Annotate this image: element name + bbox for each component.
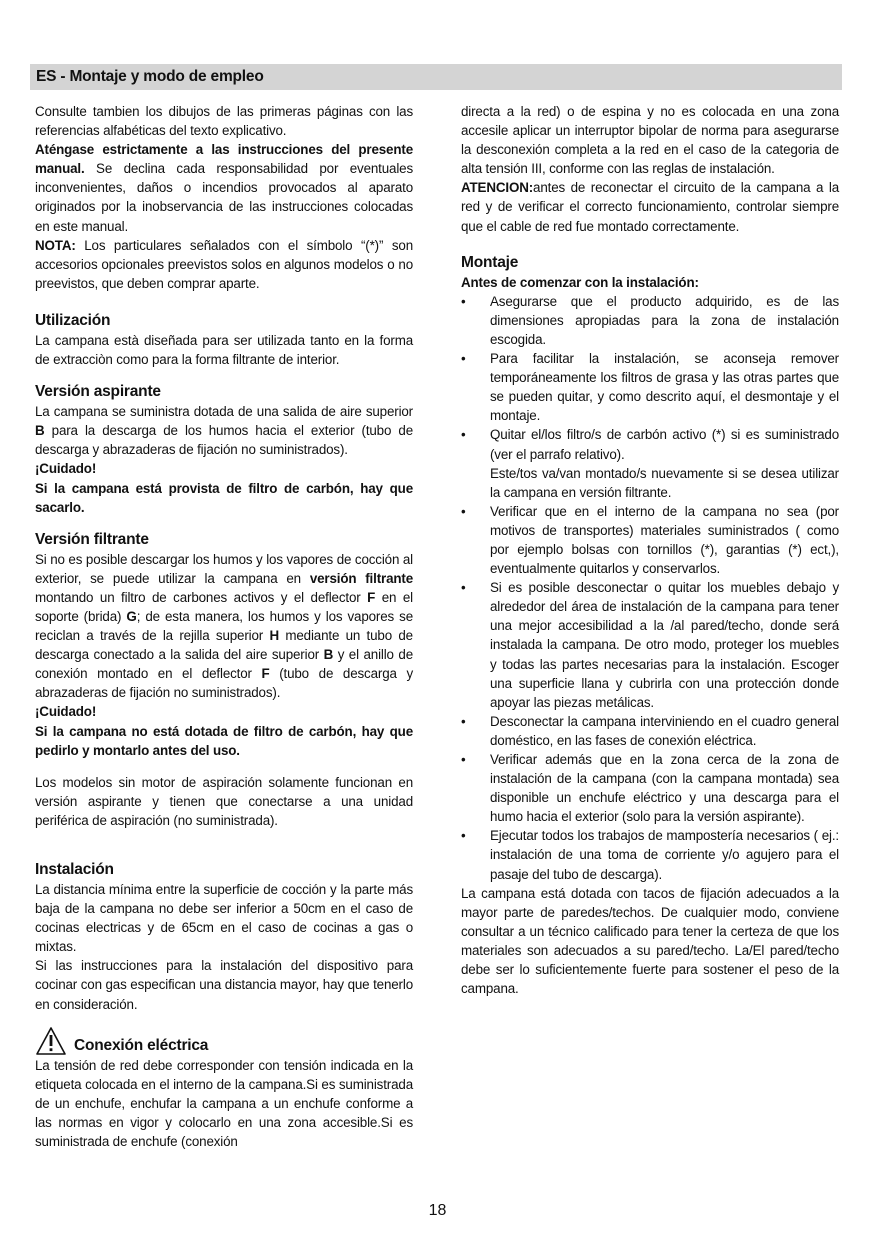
list-item: • Verificar además que en la zona cerca de la zona de instalación de la campana (con la campana montada) sea disponible un enchufe eléctrico y una descarga para el humo hacia el exterior (solo para la versión aspirante). [461,750,839,826]
list-item-text: Quitar el/los filtro/s de carbón activo (*) si es suministrado (ver el parrafo relativo). [490,427,839,462]
electrica-heading-row [35,1026,413,1056]
right-column [461,102,839,998]
list-item: • Si es posible desconectar o quitar los muebles debajo y alrededor del área de instalación de la campana para tener una mejor accesibilidad a la /al pared/techo, donde será instalada la campana. De otro modo, proteger los muebles y todas las partes necesarias para la instalación. Escoger una superficie llana y cubrirla con una protección donde apoyar las piezas metálicas. [461,578,839,712]
aspirante-text-1: La campana se suministra dotada de una salida de aire superior [35,404,413,420]
aspirante-caution-text: Si la campana está provista de filtro de carbón, hay que sacarlo. [35,480,413,515]
aspirante-heading: Versión aspirante [35,383,161,401]
electrica-heading: Conexión eléctrica [74,1036,209,1054]
section-header: ES - Montaje y modo de empleo [30,64,842,90]
montaje-subheading: Antes de comenzar con la instalación: [461,274,699,290]
list-item: • Asegurarse que el producto adquirido, es de las dimensiones apropiadas para la zona de instalación escogida. [461,292,839,349]
filtrante-text-7: (tubo de descarga y abrazaderas de fijación no suministrados). [35,666,413,701]
note-label: NOTA: [35,237,76,253]
ref-f: F [367,589,376,605]
montaje-heading: Montaje [461,253,519,271]
utilizacion-text: La campana està diseñada para ser utilizada tanto en la forma de extracciòn como para la forma filtrante de interior. [35,332,413,368]
intro-paragraph-2 [35,140,413,235]
filtrante-text [35,550,413,703]
aspirante-text [35,402,413,459]
list-item: • Ejecutar todos los trabajos de mampostería necesarios ( ej.: instalación de una toma de corriente y/o agujero para el pasaje del tubo de descarga). [461,826,839,883]
intro-paragraph-2-text: Se declina cada responsabilidad por eventuales inconvenientes, daños o incendios provocados al aparato originados por la inobservancia de las instrucciones colocadas en este manual. [35,161,413,234]
electrica-paragraph-1: La tensión de red debe corresponder con tensión indicada en la etiqueta colocada en el interno de la campana.Si es suministrada de un enchufe, enchufar la campana a un enchufe conforme a las normas en vigor y colocarlo en una zona accesible.Si es suministrada de enchufe (conexión [35,1057,413,1150]
page-number: 18 [428,1202,447,1219]
filtrante-text-3: en el soporte (brida) [35,589,413,624]
attention-label: ATENCION: [461,180,534,196]
note-paragraph [35,236,413,293]
montaje-list [461,292,839,884]
warning-triangle-icon [35,1026,67,1056]
left-column [35,102,413,1151]
instalacion-paragraph-1: La distancia mínima entre la superficie de cocción y la parte más baja de la campana no debe ser inferior a 50cm en el caso de cocinas electricas y de 65cm en el caso de cocinas a gas o mixtas. [35,882,413,955]
models-paragraph: Los modelos sin motor de aspiración solamente funcionan en versión aspirante y tienen que conectarse a una unidad periférica de aspiración (no suministrada). [35,774,413,828]
montaje-closing: La campana está dotada con tacos de fijación adecuados a la mayor parte de paredes/techos. De cualquier modo, conviene consultar a un técnico calificado para tener la certeza de que los materiales son adecuados a su pared/techo. La/El pared/techo debe ser lo suficientemente fuerte para sostener el peso de la campana. [461,885,839,997]
ref-g: G [126,608,137,624]
ref-b: B [35,423,45,439]
attention-text: antes de reconectar el circuito de la campana a la red y de verificar el correcto funcionamiento, controlar siempre que el cable de red fue montado correctamente. [461,180,839,234]
note-text: Los particulares señalados con el símbolo “(*)” son accesorios opcionales preevistos solos en algunos modelos o no preevistos, que deben comprar aparte. [35,237,413,291]
filtrante-text-1: Si no es posible descargar los humos y los vapores de cocción al exterior, se puede utilizar la campana en [35,551,413,586]
filtrante-emphasis: versión filtrante [309,570,413,586]
filtrante-text-2: montando un filtro de carbones activos y el deflector [35,589,368,605]
filtrante-caution-text: Si la campana no está dotada de filtro de carbón, hay que pedirlo y montarlo antes del uso. [35,723,413,758]
aspirante-text-2: para la descarga de los humos hacia el exterior (tubo de descarga y abrazaderas de fijación no suministrados). [35,423,413,458]
filtrante-caution-label: ¡Cuidado! [35,704,97,720]
list-item: • Para facilitar la instalación, se aconseja remover temporáneamente los filtros de grasa y las otras partes que se pueden quitar, y como descrito aquí, el desmontaje y el montaje. [461,349,839,425]
filtrante-text-4: ; de esta manera, los humos y los vapores se reciclan a través de la rejilla superior [35,608,413,644]
ref-f-2: F [261,666,270,682]
instalacion-heading: Instalación [35,861,114,878]
filtrante-text-6: y el anillo de conexión montado en el deflector [35,647,413,682]
list-item-extra: Este/tos va/van montado/s nuevamente si se desea utilizar la campana en versión filtrante. [490,465,839,500]
electrica-paragraph-1-continued: directa a la red) o de espina y no es colocada en una zona accesile aplicar un interruptor bipolar de norma para asegurarse la desconexión completa a la red en el caso de la categoria de alta tensión III, conforme con las reglas de instalación. [461,104,839,177]
ref-h: H [269,628,279,644]
attention-paragraph [461,178,839,235]
intro-emphasis: Aténgase estrictamente a las instrucciones del presente manual. [35,142,413,177]
intro-paragraph-1: Consulte tambien los dibujos de las primeras páginas con las referencias alfabéticas del texto explicativo. [35,104,413,139]
utilizacion-heading: Utilización [35,311,111,329]
list-item: • Desconectar la campana interviniendo en el cuadro general doméstico, en las fases de conexión eléctrica. [461,712,839,750]
instalacion-paragraph-2: Si las instrucciones para la instalación del dispositivo para cocinar con gas especifican una distancia mayor, hay que tenerlo en consideración. [35,958,413,1012]
list-item: • Verificar que en el interno de la campana no sea (por motivos de transportes) materiales suministrados ( como por ejemplo bolsas con tornillos (*), garantias (*) ect,), eventualmente quitarlos y conservarlos. [461,502,839,578]
list-item [461,425,839,501]
filtrante-text-5: mediante un tubo de descarga conectado a la salida del aire superior [35,628,413,663]
filtrante-heading: Versión filtrante [35,530,149,548]
ref-b-2: B [323,647,334,663]
aspirante-caution-label: ¡Cuidado! [35,461,97,477]
